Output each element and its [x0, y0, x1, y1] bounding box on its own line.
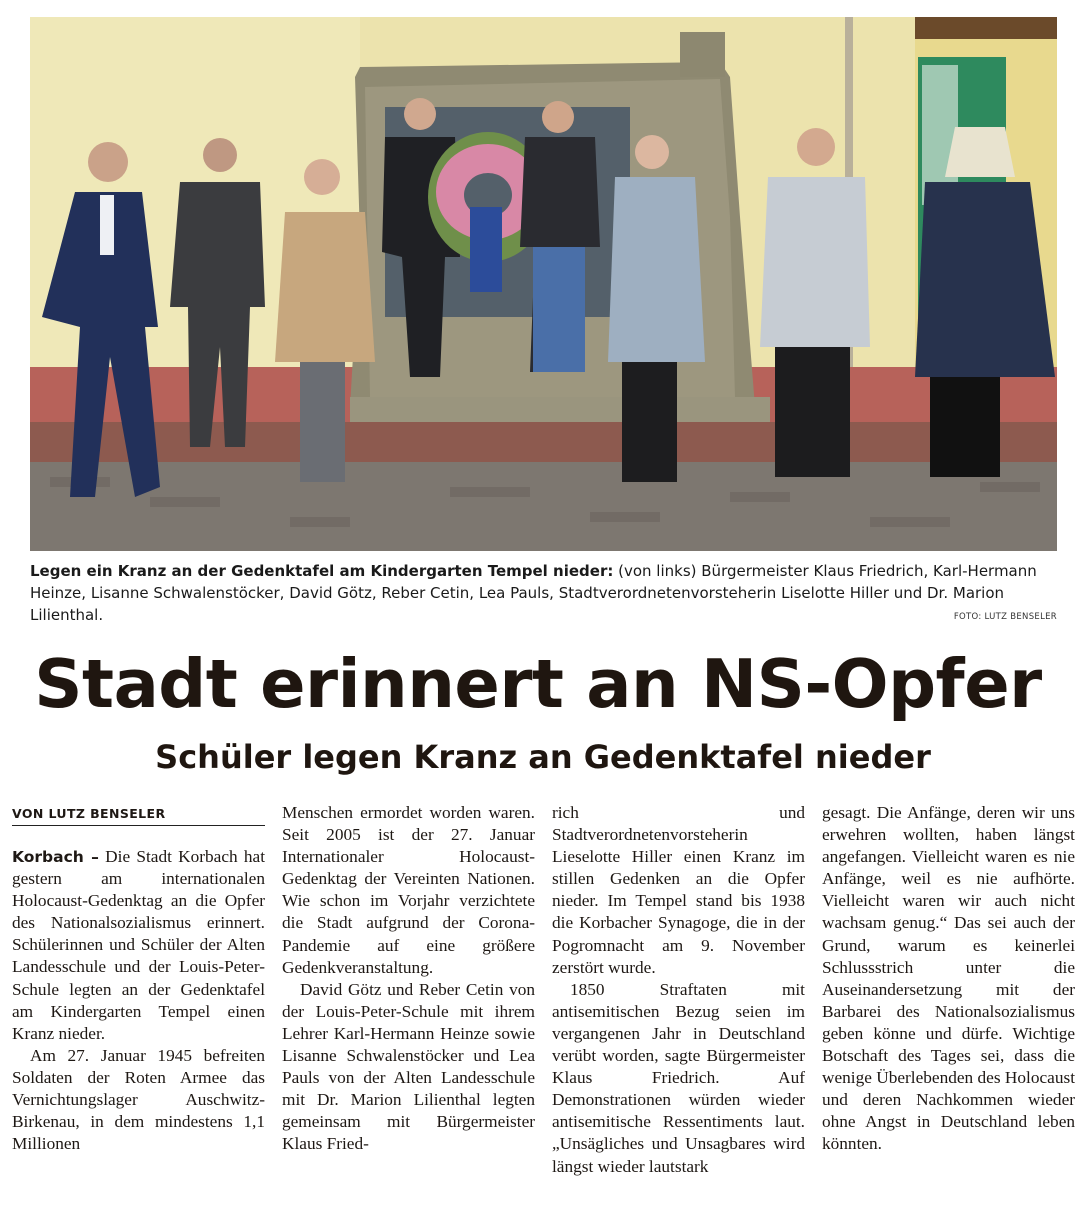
article-paragraph: Menschen ermordet worden waren. Seit 2005 ist der 27. Januar Internationaler Holocaust-Gedenktag der Vereinten Nationen. Wie schon im Vorjahr verzichtete die Stadt aufgrund der Corona-Pandemie auf eine größere Gedenkveranstaltung.: [282, 803, 535, 977]
article-paragraph: 1850 Straftaten mit antisemitischen Bezug seien im vergangenen Jahr in Deutschland verübt worden, sagte Bürgermeister Klaus Friedrich. Auf Demonstrationen würden wieder antisemitische Ressentiments laut. „Unsägliches und Unsagbares wird längst wieder lautstark: [552, 979, 805, 1176]
article-column-1: [12, 846, 265, 1155]
article-paragraph: gesagt. Die Anfänge, deren wir uns erwehren wollten, haben längst angefangen. Vielleicht waren es nie Anfänge, weil es nie aufhörte. Vielleicht waren wir auch nicht wachsam genug.“ Das sei auch der Grund, warum es keinerlei Schlussstrich unter die Auseinandersetzung mit der Barbarei des Nationalsozialismus geben könne und dürfe. Wichtige Botschaft des Tages sei, dass die wenige Überlebenden des Holocaust und deren Nachkommen wieder ohne Angst in Deutschland leben könnten.: [822, 803, 1075, 1154]
photo-caption: [30, 560, 1057, 626]
caption-text: (von links) Bürgermeister Klaus Friedrich, Karl-Hermann Heinze, Lisanne Schwalenstöcker, David Götz, Reber Cetin, Lea Pauls, Stadtverordnetenvorsteherin Liselotte Hiller und Dr. Marion Lilienthal.: [30, 562, 1037, 624]
article-column-2: [282, 802, 535, 1156]
article-photo: [30, 17, 1057, 551]
article-paragraph: David Götz und Reber Cetin von der Louis-Peter-Schule mit ihrem Lehrer Karl-Hermann Heinze sowie Lisanne Schwalenstöcker und Lea Pauls von der Alten Landesschule mit Dr. Marion Lilienthal legten gemeinsam mit Bürgermeister Klaus Fried-: [282, 979, 535, 1154]
subheadline: Schüler legen Kranz an Gedenktafel nieder: [155, 738, 931, 776]
article-paragraph: Am 27. Januar 1945 befreiten Soldaten der Roten Armee das Vernichtungslager Auschwitz-Birkenau, in dem mindestens 1,1 Millionen: [12, 1045, 265, 1154]
paragraph-text: Die Stadt Korbach hat gestern am internationalen Holocaust-Gedenktag an die Opfer des Nationalsozialismus erinnert. Schülerinnen und Schüler der Alten Landesschule und der Louis-Peter-Schule legten an der Gedenktafel am Kindergarten Tempel einen Kranz nieder.: [12, 847, 265, 1043]
byline: VON LUTZ BENSELER: [12, 806, 265, 826]
caption-lead: Legen ein Kranz an der Gedenktafel am Kindergarten Tempel nieder:: [30, 562, 614, 580]
article-column-3: [552, 802, 805, 1178]
photo-credit: FOTO: LUTZ BENSELER: [953, 612, 1057, 622]
article-paragraph: rich und Stadtverordnetenvorsteherin Lieselotte Hiller einen Kranz im stillen Gedenken an die Opfer nieder. Im Tempel stand bis 1938 die Korbacher Synagoge, die in der Pogromnacht am 9. November zerstört wurde.: [552, 803, 805, 977]
article-paragraph: [12, 846, 265, 1045]
headline: Stadt erinnert an NS-Opfer: [34, 645, 1042, 723]
dateline: Korbach –: [12, 848, 99, 866]
group-photo-icon: [30, 17, 1057, 551]
article-column-4: [822, 802, 1075, 1156]
